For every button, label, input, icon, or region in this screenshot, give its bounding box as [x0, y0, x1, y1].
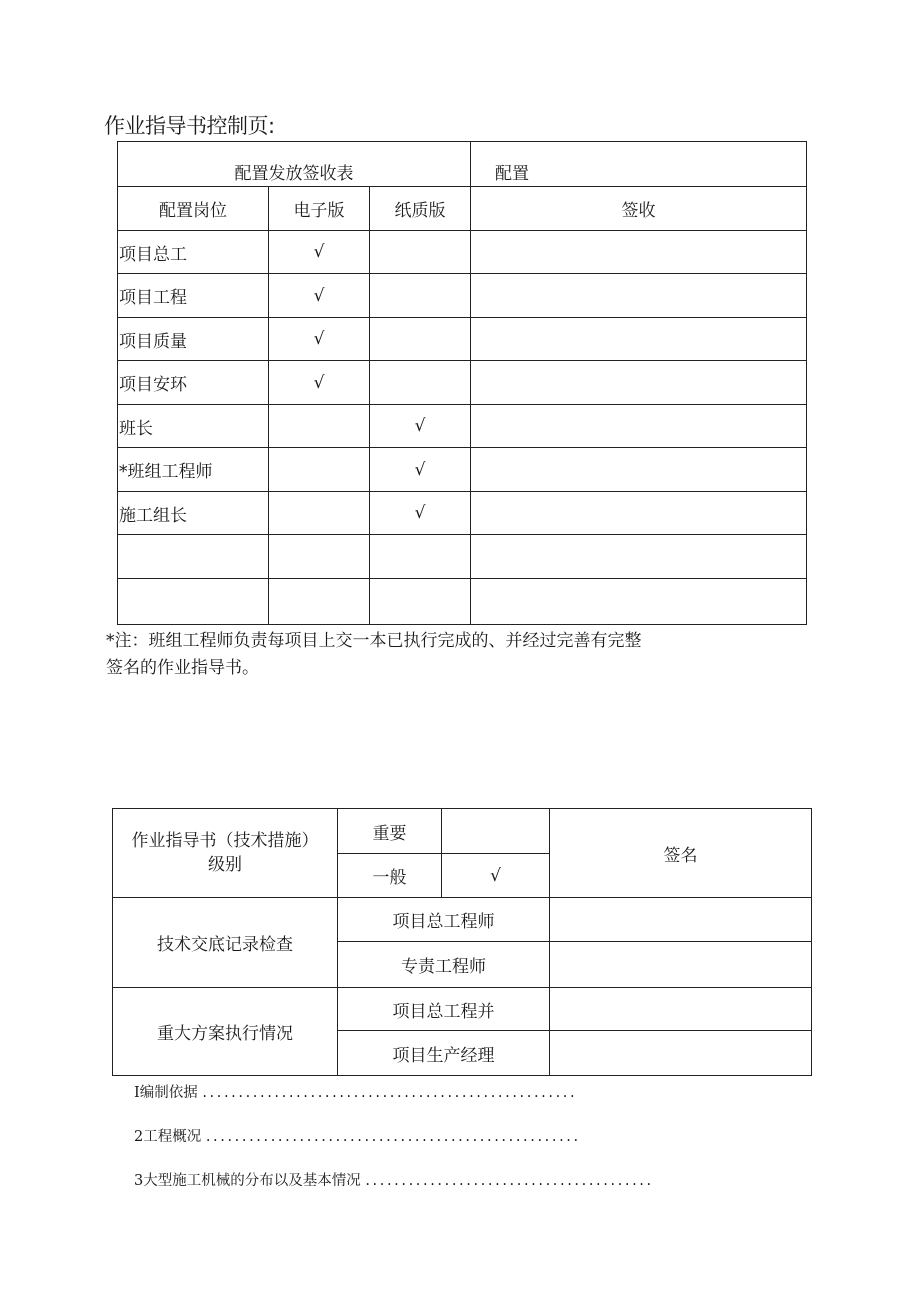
sign-cell[interactable]: [471, 274, 807, 318]
chief-engineer-signature[interactable]: [550, 898, 812, 942]
config-header: 配置: [471, 142, 807, 187]
table-row: [118, 231, 807, 274]
note: [106, 628, 642, 682]
tech-check-label: 技术交底记录检查: [113, 898, 338, 988]
note-line-2: 签名的作业指导书。: [106, 658, 259, 678]
paper-checkbox[interactable]: [370, 231, 471, 274]
sign-cell[interactable]: [471, 448, 807, 492]
sign-cell[interactable]: [471, 318, 807, 361]
position-cell: 项目总工: [118, 231, 269, 274]
production-manager-signature[interactable]: [550, 1031, 812, 1076]
position-cell: 项目安环: [118, 361, 269, 405]
production-manager-label: 项目生产经理: [338, 1031, 550, 1076]
table-row: [118, 405, 807, 448]
chief-engineer-label: 项目总工程师: [338, 898, 550, 942]
page-title: 作业指导书控制页:: [104, 114, 275, 138]
toc-item-label: 3大型施工机械的分布以及基本情况: [134, 1173, 361, 1189]
table-row: [118, 535, 807, 579]
sign-cell[interactable]: [471, 579, 807, 625]
electronic-checkbox[interactable]: [269, 405, 370, 448]
position-cell: [118, 535, 269, 579]
paper-checkbox[interactable]: [370, 535, 471, 579]
paper-checkbox[interactable]: [370, 274, 471, 318]
paper-checkbox[interactable]: [370, 579, 471, 625]
table-row: [118, 318, 807, 361]
electronic-checkbox[interactable]: [269, 448, 370, 492]
position-cell: 项目工程: [118, 274, 269, 318]
electronic-checkbox[interactable]: √: [269, 318, 370, 361]
paper-checkbox[interactable]: [370, 318, 471, 361]
col-header-sign: 签收: [471, 187, 807, 231]
toc-item-label: 2工程概况: [134, 1129, 202, 1145]
specialist-engineer-signature[interactable]: [550, 942, 812, 988]
specialist-engineer-label: 专责工程师: [338, 942, 550, 988]
level-general-checkbox[interactable]: √: [442, 854, 550, 898]
electronic-checkbox[interactable]: [269, 579, 370, 625]
table-row: [118, 274, 807, 318]
sign-cell[interactable]: [471, 405, 807, 448]
paper-checkbox[interactable]: [370, 361, 471, 405]
paper-checkbox[interactable]: √: [370, 448, 471, 492]
electronic-checkbox[interactable]: [269, 492, 370, 535]
col-header-paper: 纸质版: [370, 187, 471, 231]
col-header-position: 配置岗位: [118, 187, 269, 231]
note-line-1: *注：班组工程师负责每项目上交一本已执行完成的、并经过完善有完整: [106, 631, 642, 651]
level-label-cell: [113, 809, 338, 898]
table-row: [118, 361, 807, 405]
toc-item[interactable]: [134, 1125, 581, 1146]
level-label-line-1: 作业指导书（技术措施）: [131, 831, 319, 851]
table-row: [118, 492, 807, 535]
level-important-checkbox[interactable]: [442, 809, 550, 854]
level-important-label: 重要: [338, 809, 442, 854]
toc-item-dots: ....................................................: [205, 1129, 581, 1145]
toc-item-dots: ........................................: [365, 1173, 654, 1189]
chief-engineer-2-signature[interactable]: [550, 988, 812, 1031]
position-cell: 班长: [118, 405, 269, 448]
position-cell: 项目质量: [118, 318, 269, 361]
electronic-checkbox[interactable]: √: [269, 361, 370, 405]
col-header-electronic: 电子版: [269, 187, 370, 231]
level-table: [112, 808, 812, 1076]
toc-item-label: I编制依据: [134, 1085, 198, 1101]
toc-item-dots: ....................................................: [202, 1085, 578, 1101]
major-plan-label: 重大方案执行情况: [113, 988, 338, 1076]
position-cell: *班组工程师: [118, 448, 269, 492]
level-label-line-2: 级别: [208, 855, 242, 875]
sign-cell[interactable]: [471, 492, 807, 535]
electronic-checkbox[interactable]: √: [269, 274, 370, 318]
sign-cell[interactable]: [471, 361, 807, 405]
position-cell: 施工组长: [118, 492, 269, 535]
electronic-checkbox[interactable]: [269, 535, 370, 579]
distribution-table-title: 配置发放签收表: [118, 142, 471, 187]
sign-cell[interactable]: [471, 231, 807, 274]
signature-header: 签名: [550, 809, 812, 898]
paper-checkbox[interactable]: √: [370, 492, 471, 535]
paper-checkbox[interactable]: √: [370, 405, 471, 448]
toc-item[interactable]: [134, 1169, 654, 1190]
table-row: [118, 448, 807, 492]
chief-engineer-2-label: 项目总工程并: [338, 988, 550, 1031]
sign-cell[interactable]: [471, 535, 807, 579]
position-cell: [118, 579, 269, 625]
electronic-checkbox[interactable]: √: [269, 231, 370, 274]
toc-item[interactable]: [134, 1081, 577, 1102]
table-row: [118, 579, 807, 625]
distribution-table: [117, 141, 807, 625]
level-general-label: 一般: [338, 854, 442, 898]
